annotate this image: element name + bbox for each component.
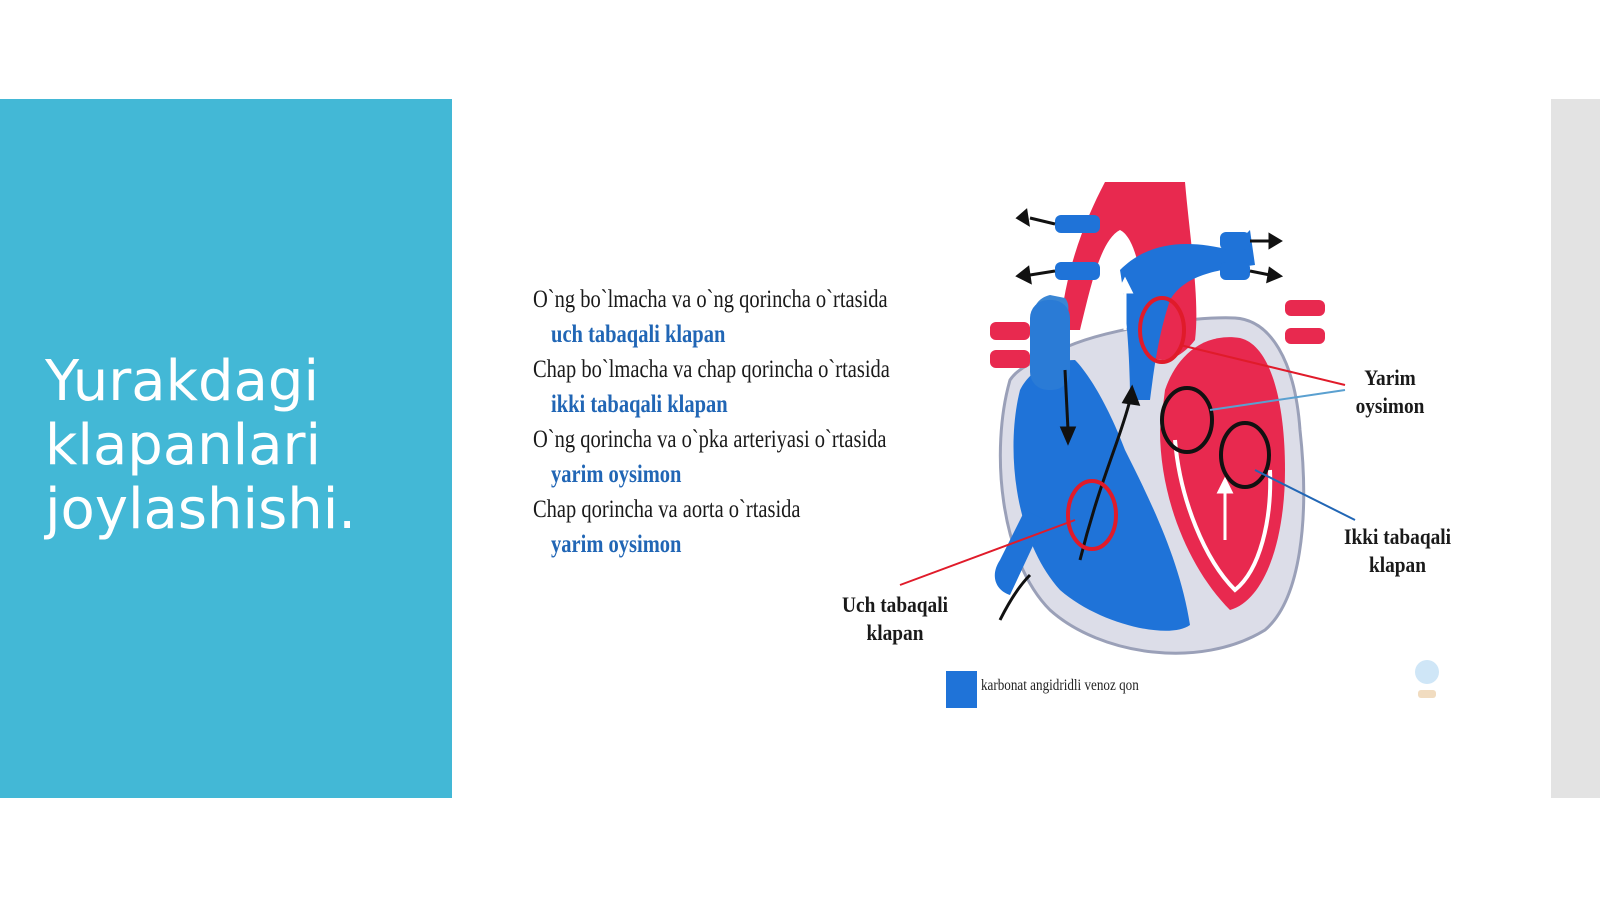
- label-tricuspid: [829, 591, 961, 647]
- pulmonary-vein: [1285, 328, 1325, 344]
- decorative-bubble-icon: [1418, 690, 1436, 698]
- valve-location: Chap qorincha va aorta o`rtasida: [533, 496, 801, 523]
- pulmonary-vein: [1285, 300, 1325, 316]
- label-bicuspid: [1334, 523, 1462, 579]
- label-semilunar: [1342, 364, 1439, 420]
- valve-location: O`ng bo`lmacha va o`ng qorincha o`rtasida: [533, 286, 888, 313]
- valve-name: yarim oysimon: [551, 461, 682, 488]
- vessel-branch: [1055, 262, 1100, 280]
- valve-location: Chap bo`lmacha va chap qorincha o`rtasida: [533, 356, 890, 383]
- label-line: oysimon: [1355, 393, 1425, 418]
- vessel-branch: [1220, 232, 1250, 250]
- pulmonary-vein: [990, 350, 1030, 368]
- vessel-branch: [1055, 215, 1100, 233]
- slide-title: Yurakdagi klapanlari joylashishi.: [45, 349, 357, 542]
- vessel-branch: [1220, 262, 1250, 280]
- pulmonary-vein: [990, 322, 1030, 340]
- valve-location: O`ng qorincha va o`pka arteriyasi o`rtasida: [533, 426, 887, 453]
- decorative-bubble-icon: [1415, 660, 1439, 684]
- label-line: Yarim: [1364, 365, 1416, 390]
- label-line: klapan: [1368, 552, 1427, 577]
- legend-swatch: [946, 671, 977, 708]
- label-line: klapan: [866, 620, 924, 645]
- label-line: Uch tabaqali: [842, 592, 948, 617]
- valve-name: yarim oysimon: [551, 531, 682, 558]
- valve-name: uch tabaqali klapan: [551, 321, 726, 348]
- valve-name: ikki tabaqali klapan: [551, 391, 728, 418]
- legend-label: karbonat angidridli venoz qon: [981, 677, 1139, 694]
- label-line: Ikki tabaqali: [1343, 524, 1452, 549]
